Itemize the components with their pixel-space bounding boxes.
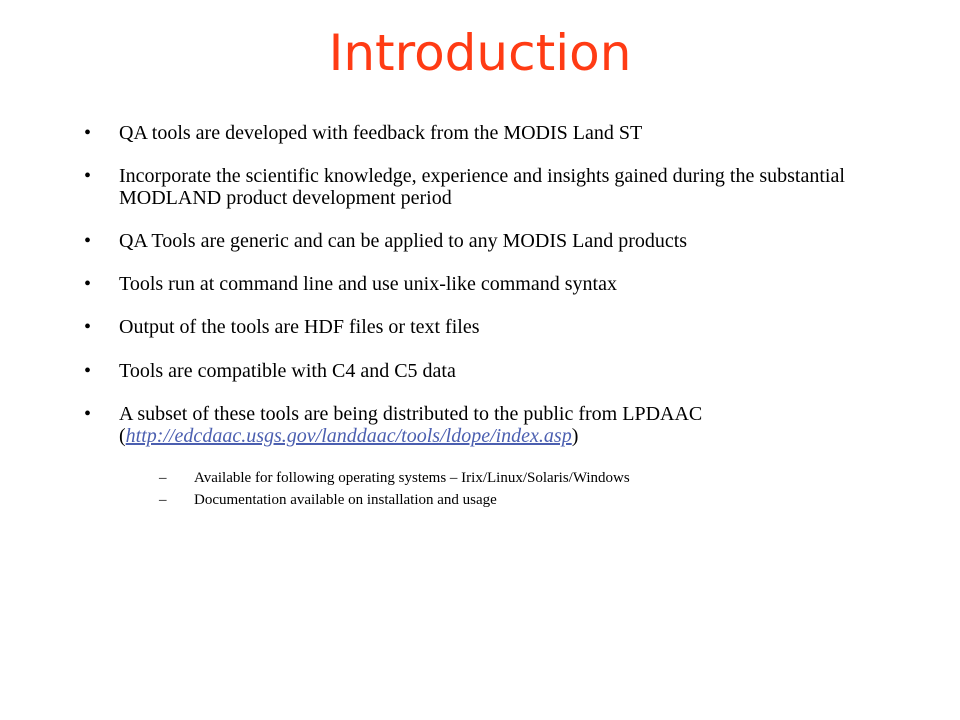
- bullet-dot: •: [84, 360, 92, 382]
- bullet-text: Output of the tools are HDF files or text files: [119, 316, 480, 338]
- bullet-item: [84, 316, 864, 338]
- bullet-item: [84, 122, 864, 144]
- bullet-item: [84, 360, 864, 382]
- sub-bullet-dash: –: [159, 470, 167, 486]
- sub-bullet-dash: –: [159, 492, 167, 508]
- bullet-text: Tools are compatible with C4 and C5 data: [119, 360, 456, 382]
- bullet-dot: •: [84, 316, 92, 338]
- bullet-item: [84, 165, 864, 209]
- bullet-dot: •: [84, 273, 92, 295]
- bullet-dot: •: [84, 230, 92, 252]
- bullet-text: QA Tools are generic and can be applied to any MODIS Land products: [119, 230, 688, 252]
- bullet-text-after-link: ): [571, 425, 579, 447]
- bullet-dot: •: [84, 403, 92, 425]
- sub-bullet-text: Documentation available on installation and usage: [194, 492, 497, 508]
- bullet-dot: •: [84, 122, 92, 144]
- bullet-text: Tools run at command line and use unix-like command syntax: [119, 273, 617, 295]
- bullet-text-before-link: A subset of these tools are being distributed to the public from LPDAAC (: [119, 403, 703, 447]
- sub-bullet-item: [159, 489, 864, 511]
- bullet-dot: •: [84, 165, 92, 187]
- bullet-list: [84, 122, 864, 511]
- bullet-item: [84, 230, 864, 252]
- sub-bullet-text: Available for following operating systems – Irix/Linux/Solaris/Windows: [194, 470, 630, 486]
- ldope-link[interactable]: http://edcdaac.usgs.gov/landdaac/tools/ldope/index.asp: [125, 425, 572, 447]
- bullet-text: Incorporate the scientific knowledge, experience and insights gained during the substantial MODLAND product development period: [119, 165, 845, 209]
- bullet-text: QA tools are developed with feedback from the MODIS Land ST: [119, 122, 643, 144]
- bullet-item: [84, 273, 864, 295]
- sub-bullet-item: [159, 467, 864, 489]
- bullet-item: [84, 403, 864, 511]
- sub-bullet-list: [159, 467, 864, 511]
- slide-title: Introduction: [328, 24, 632, 82]
